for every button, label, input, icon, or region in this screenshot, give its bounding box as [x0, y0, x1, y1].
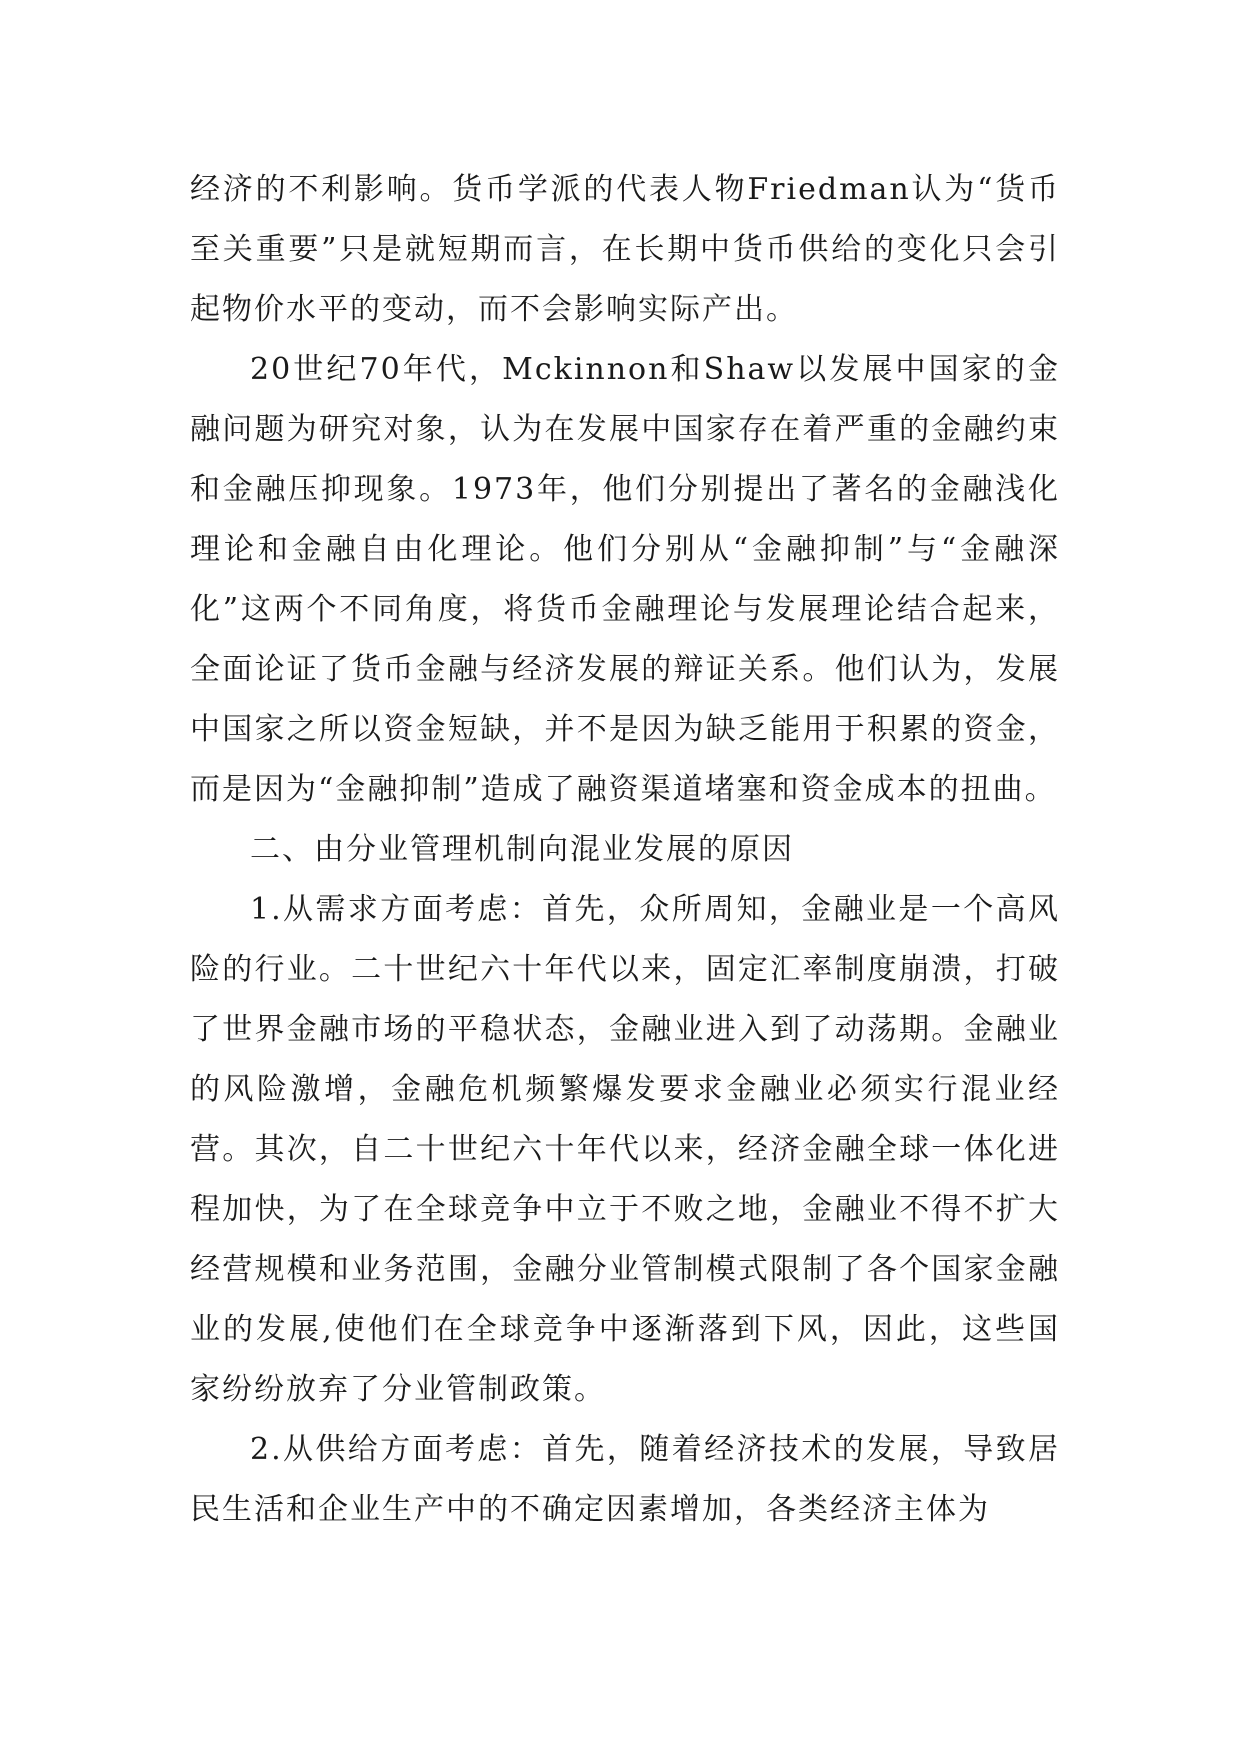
section-heading: 二、由分业管理机制向混业发展的原因	[250, 832, 794, 867]
paragraph-3: 1.从需求方面考虑：首先，众所周知，金融业是一个高风险的行业。二十世纪六十年代以来，固定汇率制度崩溃，打破了世界金融市场的平稳状态，金融业进入到了动荡期。金融业的风险激增，金融危机频繁爆发要求金融业必须实行混业经营。其次，自二十世纪六十年代以来，经济金融全球一体化进程加快，为了在全球竞争中立于不败之地，金融业不得不扩大经营规模和业务范围，金融分业管制模式限制了各个国家金融业的发展,使他们在全球竞争中逐渐落到下风，因此，这些国家纷纷放弃了分业管制政策。	[190, 892, 1060, 1407]
document-body	[190, 160, 1060, 1540]
paragraph-4: 2.从供给方面考虑：首先，随着经济技术的发展，导致居民生活和企业生产中的不确定因素增加，各类经济主体为	[190, 1432, 1060, 1527]
paragraph-2: 20世纪70年代，Mckinnon和Shaw以发展中国家的金融问题为研究对象，认为在发展中国家存在着严重的金融约束和金融压抑现象。1973年，他们分别提出了著名的金融浅化理论和金融自由化理论。他们分别从“金融抑制”与“金融深化”这两个不同角度，将货币金融理论与发展理论结合起来，全面论证了货币金融与经济发展的辩证关系。他们认为，发展中国家之所以资金短缺，并不是因为缺乏能用于积累的资金，而是因为“金融抑制”造成了融资渠道堵塞和资金成本的扭曲。	[190, 352, 1060, 807]
paragraph-1: 经济的不利影响。货币学派的代表人物Friedman认为“货币至关重要”只是就短期而言，在长期中货币供给的变化只会引起物价水平的变动，而不会影响实际产出。	[190, 172, 1060, 327]
